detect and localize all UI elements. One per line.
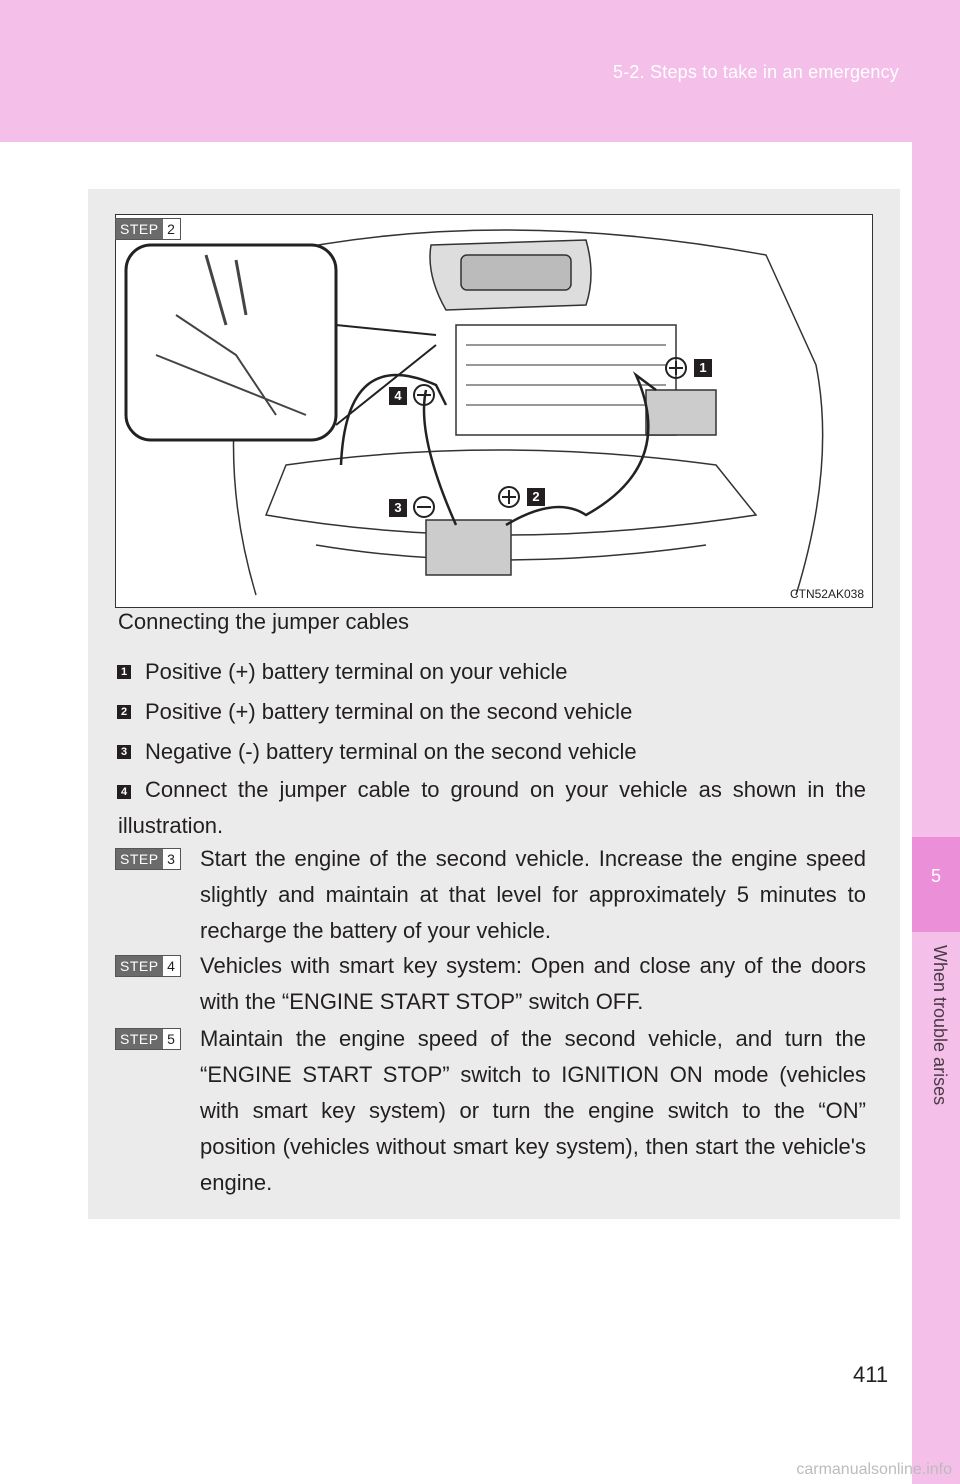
chapter-number: 5: [930, 866, 941, 886]
step-4-tag: [115, 955, 181, 977]
section-title: 5-2. Steps to take in an emergency: [613, 62, 899, 82]
step-number: 5: [167, 1031, 175, 1047]
side-tab: [912, 142, 960, 1484]
engine-bay-drawing: [116, 215, 872, 607]
page-header: [0, 0, 960, 142]
jumper-cable-illustration: [115, 214, 873, 608]
item-3-text: Negative (-) battery terminal on the second vehicle: [145, 739, 637, 764]
item-1-text: Positive (+) battery terminal on your vehicle: [145, 659, 568, 684]
step-word: STEP: [116, 956, 163, 976]
step-word: STEP: [116, 849, 163, 869]
item-4-marker: 4: [117, 785, 131, 799]
step-number: 3: [167, 851, 175, 867]
item-1-marker: 1: [117, 665, 131, 679]
step-word: STEP: [116, 1029, 163, 1049]
item-3-marker: 3: [117, 745, 131, 759]
step-3-text: Start the engine of the second vehicle. Increase the engine speed slightly and maintain at that level for approximately 5 minutes to recharge the battery of your vehicle.: [200, 846, 866, 943]
callout-3: 3: [389, 499, 407, 517]
step-3-tag: [115, 848, 181, 870]
figure-caption: Connecting the jumper cables: [118, 609, 410, 634]
step-number: 4: [167, 958, 175, 974]
callout-4: 4: [389, 387, 407, 405]
item-2-text: Positive (+) battery terminal on the second vehicle: [145, 699, 633, 724]
step-number: 2: [167, 221, 175, 237]
chapter-label: When trouble arises: [930, 945, 950, 1106]
item-4-text: Connect the jumper cable to ground on your vehicle as shown in the illustration.: [118, 777, 866, 838]
callout-2: 2: [527, 488, 545, 506]
page-number: 411: [853, 1362, 889, 1387]
figure-code: CTN52AK038: [789, 587, 864, 601]
step-4-text: Vehicles with smart key system: Open and close any of the doors with the “ENGINE START STOP” switch OFF.: [200, 953, 866, 1014]
item-2-marker: 2: [117, 705, 131, 719]
step-5-text: Maintain the engine speed of the second vehicle, and turn the “ENGINE START STOP” switch to IGNITION ON mode (vehicles with smart key system) or turn the engine switch to the “ON” position (vehicles without smart key system), then start the vehicle's engine.: [200, 1026, 866, 1195]
step-word: STEP: [116, 219, 163, 239]
step-2-tag: [115, 218, 181, 240]
callout-1: 1: [694, 359, 712, 377]
watermark: carmanualsonline.info: [796, 1461, 952, 1478]
step-5-tag: [115, 1028, 181, 1050]
